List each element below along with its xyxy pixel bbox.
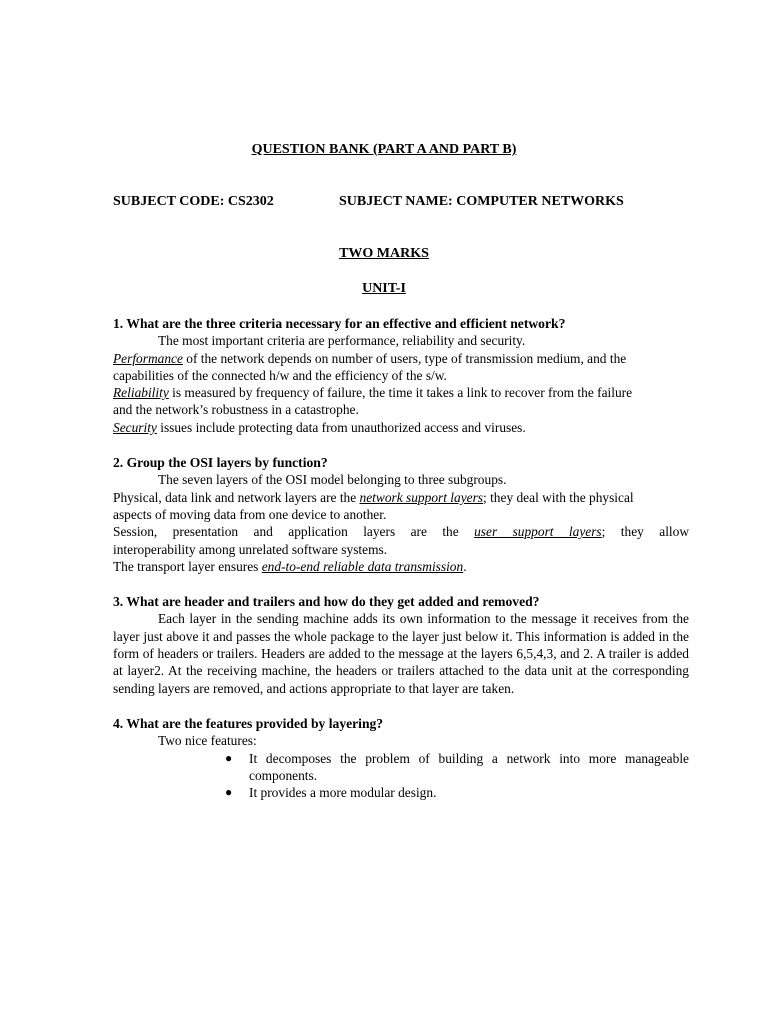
- bullet-icon: ●: [225, 750, 233, 765]
- feature-text: It decomposes the problem of building a network into more manageable components.: [249, 750, 689, 783]
- security-paragraph: [113, 419, 689, 436]
- transport-post: .: [463, 558, 467, 574]
- network-support-post: ; they deal with the physical: [483, 489, 634, 505]
- spacer: [113, 436, 689, 454]
- unit-heading: UNIT-I: [362, 281, 406, 296]
- subject-name: SUBJECT NAME: COMPUTER NETWORKS: [339, 194, 624, 209]
- bullet-icon: ●: [225, 785, 233, 800]
- reliability-paragraph: [113, 384, 689, 419]
- user-support-post: ; they allow: [601, 524, 690, 540]
- user-support-term: user support layers: [474, 524, 602, 540]
- question-1-title: 1. What are the three criteria necessary for an effective and efficient network?: [113, 316, 566, 331]
- spacer: [113, 575, 689, 593]
- network-support-pre: Physical, data link and network layers are the: [113, 489, 360, 505]
- performance-text-2: capabilities of the connected h/w and the efficiency of the s/w.: [113, 367, 447, 383]
- question-4-title: 4. What are the features provided by layering?: [113, 715, 384, 731]
- question-2-intro: The seven layers of the OSI model belonging to three subgroups.: [158, 472, 507, 488]
- question-1-intro: The most important criteria are performance, reliability and security.: [158, 333, 526, 349]
- network-support-line2: aspects of moving data from one device to another.: [113, 506, 387, 522]
- reliability-term: Reliability: [113, 385, 169, 401]
- transport-pre: The transport layer ensures: [113, 558, 262, 574]
- question-2-title: 2. Group the OSI layers by function?: [113, 455, 328, 471]
- user-support-pre: Session, presentation and application layers are the: [113, 524, 475, 540]
- questions-content: [113, 315, 689, 801]
- spacer: [113, 697, 689, 715]
- transport-term: end-to-end reliable data transmission: [261, 558, 464, 574]
- question-3-title: 3. What are header and trailers and how do they get added and removed?: [113, 594, 540, 610]
- question-3: [113, 593, 689, 697]
- reliability-text-1: is measured by frequency of failure, the time it takes a link to recover from the failure: [168, 385, 633, 401]
- performance-paragraph: [113, 350, 689, 385]
- features-list: [225, 750, 689, 802]
- user-support-paragraph: [113, 523, 689, 558]
- network-support-paragraph: [113, 489, 689, 524]
- performance-term: Performance: [113, 350, 183, 366]
- reliability-text-2: and the network’s robustness in a catastrophe.: [113, 402, 359, 418]
- transport-paragraph: [113, 558, 689, 575]
- question-4-intro: Two nice features:: [158, 733, 257, 749]
- security-term: Security: [113, 419, 157, 435]
- feature-text: It provides a more modular design.: [249, 785, 437, 801]
- question-1: [113, 315, 689, 436]
- security-text: issues include protecting data from unauthorized access and viruses.: [156, 419, 526, 435]
- performance-text-1: of the network depends on number of users, type of transmission medium, and the: [182, 350, 627, 366]
- question-4: [113, 715, 689, 801]
- network-support-term: network support layers: [359, 489, 484, 505]
- question-2: [113, 454, 689, 575]
- question-3-answer: Each layer in the sending machine adds its own information to the message it receives from the layer just above it and passes the whole package to the layer just below it. This information is added in the form of headers or trailers. Headers are added to the message at the layers 6,5,4,3, and 2. A trailer is added at layer2. At the receiving machine, the headers or trailers attached to the data unit at the corresponding sending layers are removed, and actions appropriate to that layer are taken.: [113, 611, 689, 696]
- list-item: [225, 750, 689, 785]
- user-support-line1: [113, 523, 689, 540]
- user-support-line2: interoperability among unrelated software systems.: [113, 541, 388, 557]
- subject-code: SUBJECT CODE: CS2302: [113, 194, 274, 209]
- document-title: QUESTION BANK (PART A AND PART B): [251, 142, 517, 157]
- section-heading: TWO MARKS: [339, 246, 429, 261]
- list-item: [225, 784, 689, 801]
